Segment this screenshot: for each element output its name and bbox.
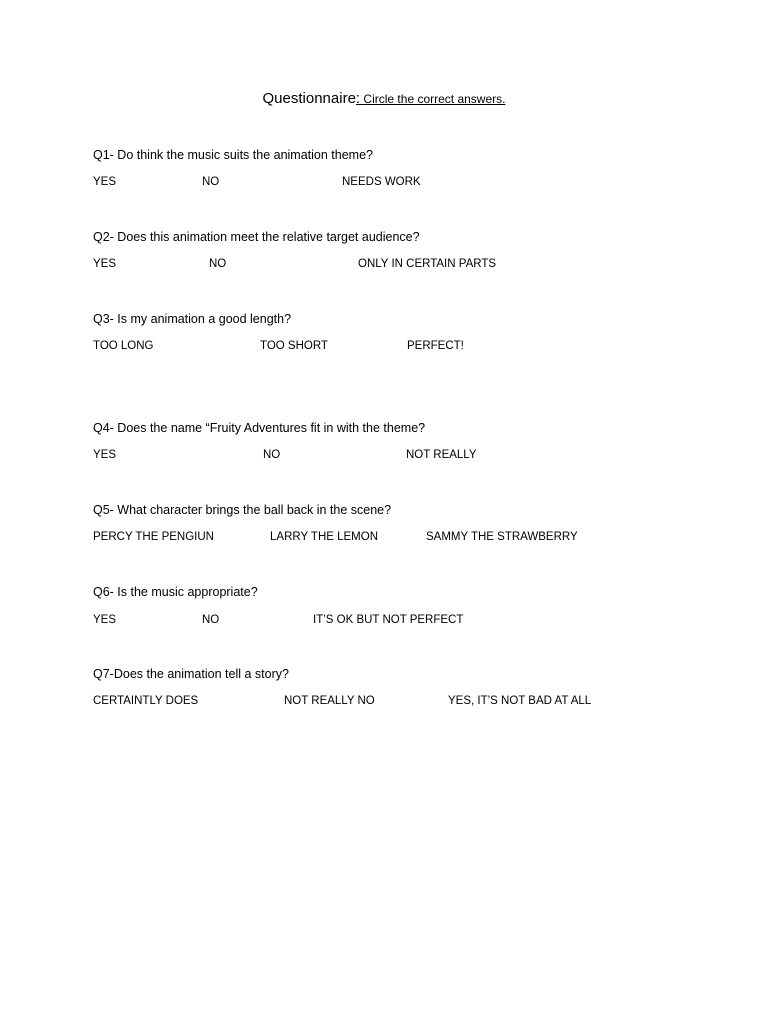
answer-option[interactable]: NO [209, 258, 227, 270]
answer-option[interactable]: NO [202, 614, 220, 626]
answers-4 [0, 449, 768, 465]
question-5: Q5- What character brings the ball back in the scene? [93, 503, 392, 517]
answer-option[interactable]: YES [93, 258, 117, 270]
answer-option[interactable]: IT’S OK BUT NOT PERFECT [313, 614, 464, 626]
answer-option[interactable]: ONLY IN CERTAIN PARTS [358, 258, 497, 270]
title-main: Questionnaire [262, 90, 356, 107]
answers-7 [0, 695, 768, 711]
answer-option[interactable]: YES [93, 176, 117, 188]
answers-6 [0, 614, 768, 630]
title-colon: : [355, 90, 361, 107]
question-6: Q6- Is the music appropriate? [93, 585, 258, 599]
page-title [0, 90, 768, 107]
answer-option[interactable]: LARRY THE LEMON [270, 531, 379, 543]
answers-1 [0, 176, 768, 192]
answer-option[interactable]: NO [263, 449, 281, 461]
answer-option[interactable]: NOT REALLY NO [284, 695, 375, 707]
answer-option[interactable]: CERTAINTLY DOES [93, 695, 199, 707]
answer-option[interactable]: SAMMY THE STRAWBERRY [426, 531, 578, 543]
answer-option[interactable]: YES [93, 449, 117, 461]
answers-5 [0, 531, 768, 547]
answer-option[interactable]: TOO SHORT [260, 340, 328, 352]
answer-option[interactable]: NEEDS WORK [342, 176, 421, 188]
answer-option[interactable]: NO [202, 176, 220, 188]
answer-option[interactable]: YES [93, 614, 117, 626]
question-3: Q3- Is my animation a good length? [93, 312, 292, 326]
answer-option[interactable]: TOO LONG [93, 340, 154, 352]
answer-option[interactable]: YES, IT’S NOT BAD AT ALL [448, 695, 592, 707]
question-1: Q1- Do think the music suits the animation theme? [93, 148, 373, 162]
answer-option[interactable]: PERFECT! [407, 340, 464, 352]
title-instruction: Circle the correct answers. [360, 92, 506, 106]
question-7: Q7-Does the animation tell a story? [93, 667, 289, 681]
question-4: Q4- Does the name “Fruity Adventures fit in with the theme? [93, 421, 426, 435]
answer-option[interactable]: PERCY THE PENGIUN [93, 531, 214, 543]
answers-3 [0, 340, 768, 356]
answers-2 [0, 258, 768, 274]
question-2: Q2- Does this animation meet the relative target audience? [93, 230, 420, 244]
answer-option[interactable]: NOT REALLY [406, 449, 477, 461]
